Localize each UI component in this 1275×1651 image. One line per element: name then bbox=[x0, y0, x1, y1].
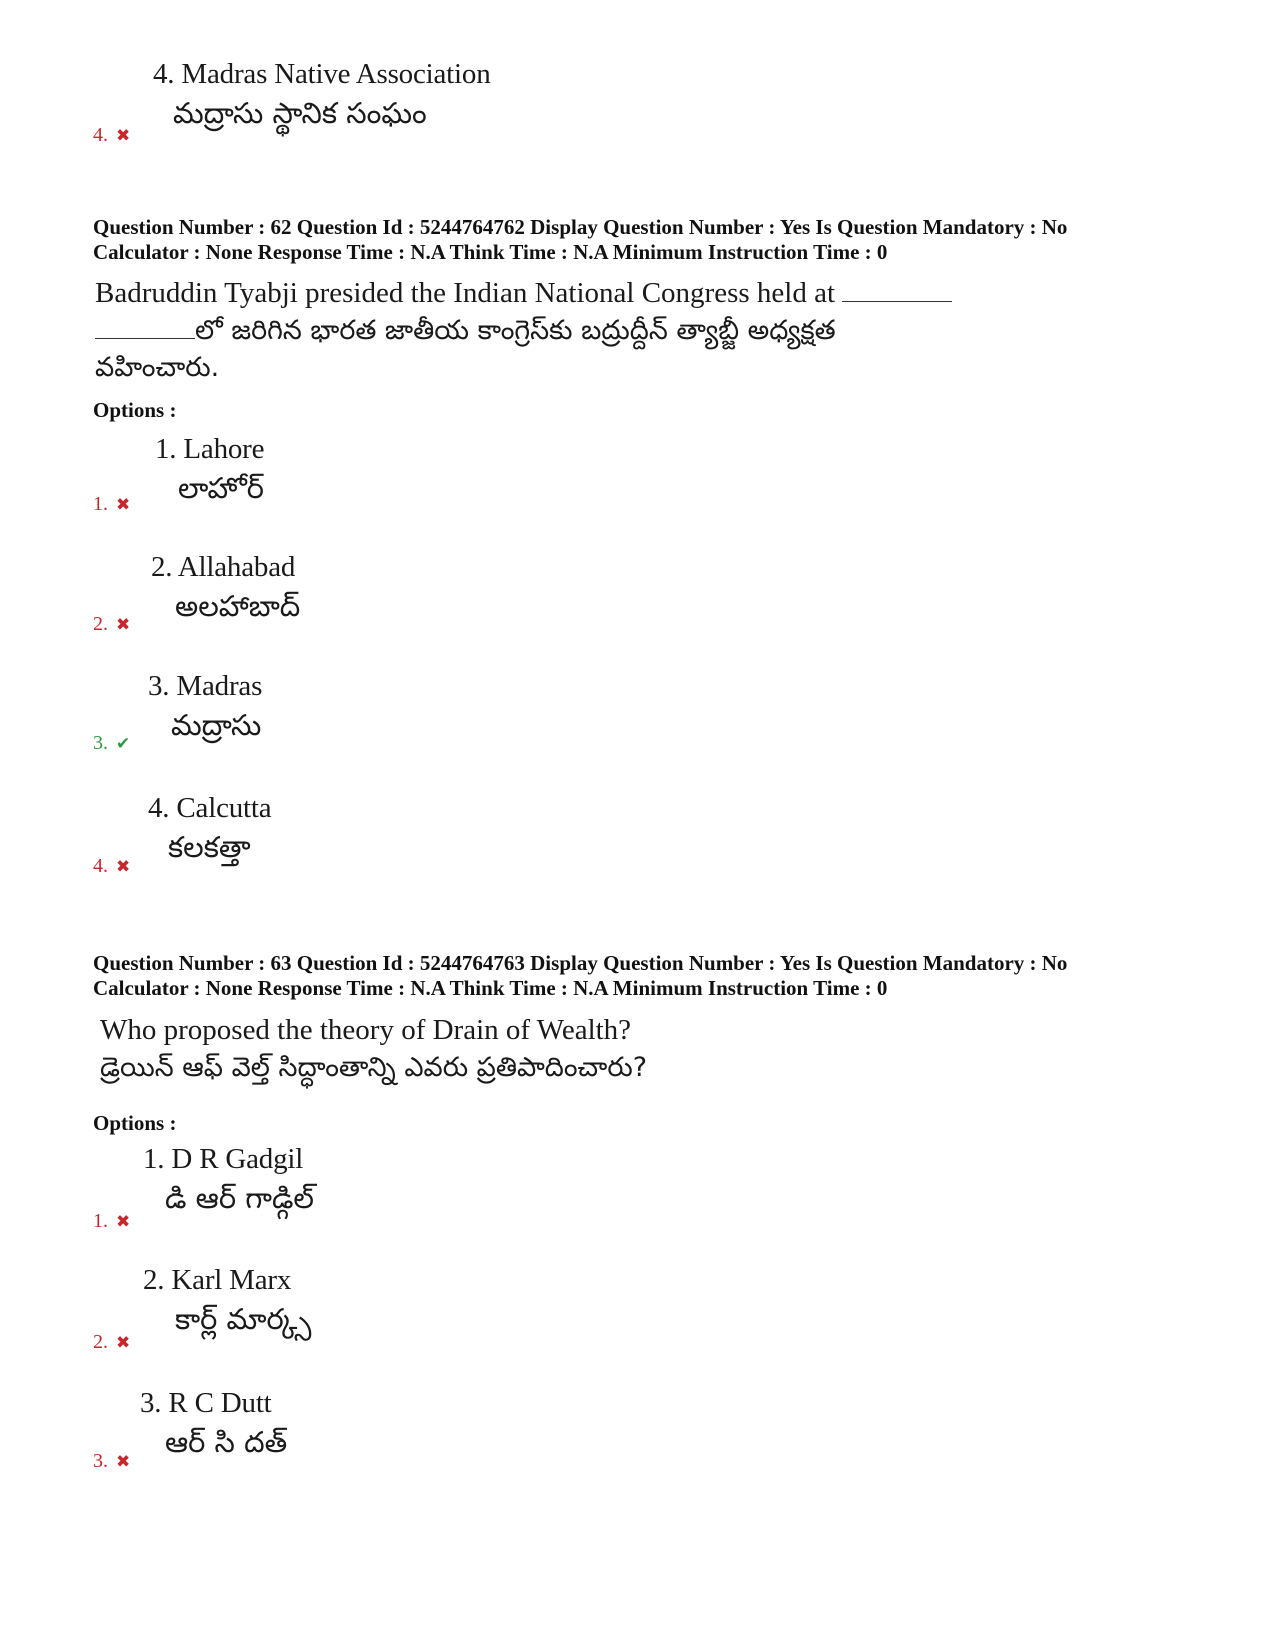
question-text-telugu-cont: వహించారు. bbox=[95, 352, 220, 383]
option-marker: 2. ✖ bbox=[93, 613, 131, 635]
option-telugu: అలహాబాద్ bbox=[175, 589, 301, 623]
cross-icon: ✖ bbox=[116, 126, 131, 146]
option-marker: 3. ✔ bbox=[93, 732, 131, 754]
question-text-english: Badruddin Tyabji presided the Indian National Congress held at bbox=[95, 277, 835, 309]
prev-option-4 bbox=[93, 58, 1093, 178]
option-2 bbox=[93, 551, 1093, 671]
option-english: 1. D R Gadgil bbox=[143, 1143, 304, 1175]
option-4 bbox=[93, 792, 1093, 912]
option-telugu: డి ఆర్ గాడ్గిల్ bbox=[165, 1181, 314, 1215]
fill-blank bbox=[95, 316, 195, 339]
option-marker: 4. ✖ bbox=[93, 855, 131, 877]
option-telugu: లాహోర్ bbox=[178, 471, 264, 505]
fill-blank bbox=[842, 279, 952, 302]
question-text-telugu: లో జరిగిన భారత జాతీయ కాంగ్రెస్‌కు బద్రుద్దీన్ త్యాబ్జీ అధ్యక్షత bbox=[195, 315, 836, 346]
option-english: 3. Madras bbox=[148, 670, 263, 702]
cross-icon: ✖ bbox=[116, 1333, 131, 1353]
cross-icon: ✖ bbox=[116, 1452, 131, 1472]
option-english: 3. R C Dutt bbox=[140, 1387, 272, 1419]
option-english: 1. Lahore bbox=[155, 433, 265, 465]
option-telugu: మద్రాసు స్థానిక సంఘం bbox=[173, 96, 427, 130]
question-meta: Question Number : 63 Question Id : 5244764763 Display Question Number : Yes Is Question Mandatory : No Calculator : None Response Time : N.A Think Time : N.A Minimum Instruction Time : 0 bbox=[93, 951, 1068, 1000]
option-marker: 1. ✖ bbox=[93, 1210, 131, 1232]
option-marker: 3. ✖ bbox=[93, 1450, 131, 1472]
options-label: Options : bbox=[93, 398, 177, 422]
option-3 bbox=[93, 670, 1093, 790]
options-label: Options : bbox=[93, 1111, 177, 1135]
cross-icon: ✖ bbox=[116, 857, 131, 877]
option-1 bbox=[93, 433, 1093, 553]
option-telugu: మద్రాసు bbox=[171, 708, 262, 742]
option-marker: 2. ✖ bbox=[93, 1331, 131, 1353]
option-telugu: కలకత్తా bbox=[168, 830, 251, 864]
question-text-english: Who proposed the theory of Drain of Wealth? bbox=[100, 1014, 632, 1046]
option-telugu: కార్ల్ మార్క్స bbox=[175, 1302, 312, 1336]
question-meta: Question Number : 62 Question Id : 5244764762 Display Question Number : Yes Is Question Mandatory : No Calculator : None Response Time : N.A Think Time : N.A Minimum Instruction Time : 0 bbox=[93, 215, 1068, 264]
question-text bbox=[100, 1012, 647, 1086]
question-text bbox=[95, 275, 952, 386]
option-english: 2. Karl Marx bbox=[143, 1264, 292, 1296]
option-english: 4. Calcutta bbox=[148, 792, 272, 824]
option-english: 2. Allahabad bbox=[151, 551, 296, 583]
option-english: 4. Madras Native Association bbox=[153, 58, 491, 90]
option-telugu: ఆర్ సి దత్ bbox=[165, 1425, 288, 1459]
option-3 bbox=[93, 1387, 1093, 1507]
cross-icon: ✖ bbox=[116, 1212, 131, 1232]
option-2 bbox=[93, 1264, 1093, 1384]
option-marker: 4. ✖ bbox=[93, 124, 131, 146]
check-icon: ✔ bbox=[116, 734, 131, 754]
question-text-telugu: డ్రెయిన్ ఆఫ్ వెల్త్ సిద్ధాంతాన్ని ఎవరు ప్రతిపాదించారు? bbox=[100, 1052, 648, 1083]
option-marker: 1. ✖ bbox=[93, 493, 131, 515]
cross-icon: ✖ bbox=[116, 615, 131, 635]
cross-icon: ✖ bbox=[116, 495, 131, 515]
option-1 bbox=[93, 1143, 1093, 1263]
